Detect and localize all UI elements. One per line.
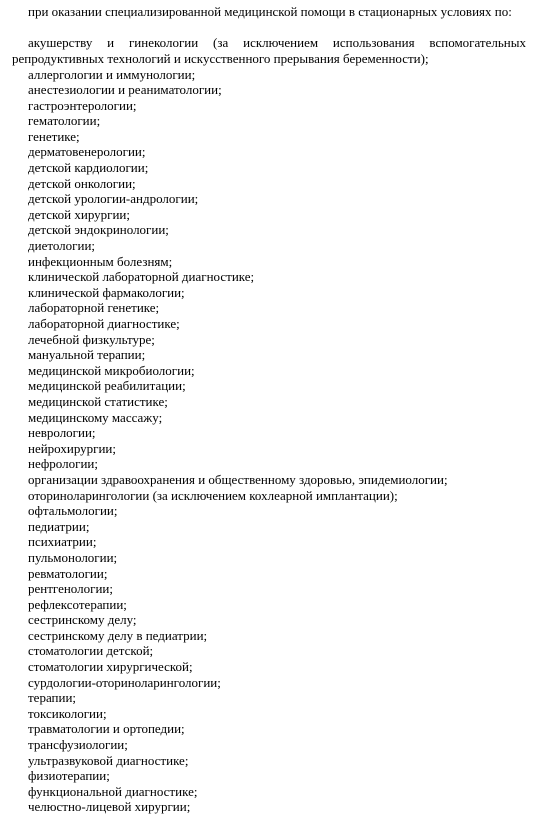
list-item: клинической лабораторной диагностике; (28, 269, 255, 285)
list-item: токсикологии; (28, 705, 107, 721)
list-item: пульмонологии; (28, 549, 118, 565)
list-item: нефрологии; (28, 456, 98, 472)
list-item: анестезиологии и реаниматологии; (28, 82, 222, 98)
list-item: детской кардиологии; (28, 160, 149, 176)
list-item: педиатрии; (28, 518, 90, 534)
list-item: физиотерапии; (28, 768, 110, 784)
list-item: челюстно-лицевой хирургии; (28, 799, 191, 815)
list-item: рентгенологии; (28, 581, 113, 597)
list-item-first: акушерству и гинекологии (за исключением использования вспомогательных репродуктивных технологий и искусственного прерывания беременности); (12, 35, 526, 66)
list-item: оториноларингологии (за исключением кохлеарной имплантации); (28, 487, 398, 503)
list-item: детской онкологии; (28, 175, 136, 191)
list-item: психиатрии; (28, 534, 97, 550)
list-item: лабораторной генетике; (28, 300, 160, 316)
list-item: гастроэнтерологии; (28, 97, 137, 113)
list-item: лабораторной диагностике; (28, 316, 180, 331)
list-item: диетологии; (28, 238, 96, 254)
list-item: стоматологии детской; (28, 643, 154, 659)
list-item: аллергологии и иммунологии; (28, 66, 196, 82)
list-item: инфекционным болезням; (28, 253, 173, 269)
list-item: гематологии; (28, 113, 101, 129)
list-item: ревматологии; (28, 565, 108, 581)
list-item: медицинской микробиологии; (28, 362, 195, 378)
list-item: ультразвуковой диагностике; (28, 752, 189, 768)
list-item: организации здравоохранения и общественному здоровью, эпидемиологии; (28, 471, 448, 487)
list-item: медицинской реабилитации; (28, 378, 186, 394)
list-item: медицинской статистике; (28, 393, 168, 409)
list-item: рефлексотерапии; (28, 596, 127, 612)
list-item: неврологии; (28, 425, 96, 441)
list-item: медицинскому массажу; (28, 409, 163, 425)
list-item: генетике; (28, 128, 80, 144)
list-item: трансфузиологии; (28, 737, 128, 753)
list-item: сестринскому делу; (28, 612, 137, 628)
list-item: терапии; (28, 690, 77, 706)
list-item: сурдологии-оториноларингологии; (28, 674, 221, 690)
list-item: детской урологии-андрологии; (28, 191, 199, 207)
intro-paragraph: при оказании специализированной медицинской помощи в стационарных условиях по: (28, 4, 512, 19)
list-item: стоматологии хирургической; (28, 659, 193, 675)
list-item: нейрохирургии; (28, 440, 117, 456)
list-item: травматологии и ортопедии; (28, 721, 185, 737)
list-item: дерматовенерологии; (28, 144, 146, 160)
list-item: функциональной диагностике; (28, 783, 198, 799)
list-item: детской эндокринологии; (28, 222, 169, 238)
list-item: мануальной терапии; (28, 347, 146, 363)
specialty-list (28, 67, 448, 816)
list-item: клинической фармакологии; (28, 284, 185, 300)
list-item: офтальмологии; (28, 503, 118, 519)
list-item: лечебной физкультуре; (28, 331, 155, 347)
list-item: сестринскому делу в педиатрии; (28, 627, 208, 643)
list-item: детской хирургии; (28, 206, 131, 222)
